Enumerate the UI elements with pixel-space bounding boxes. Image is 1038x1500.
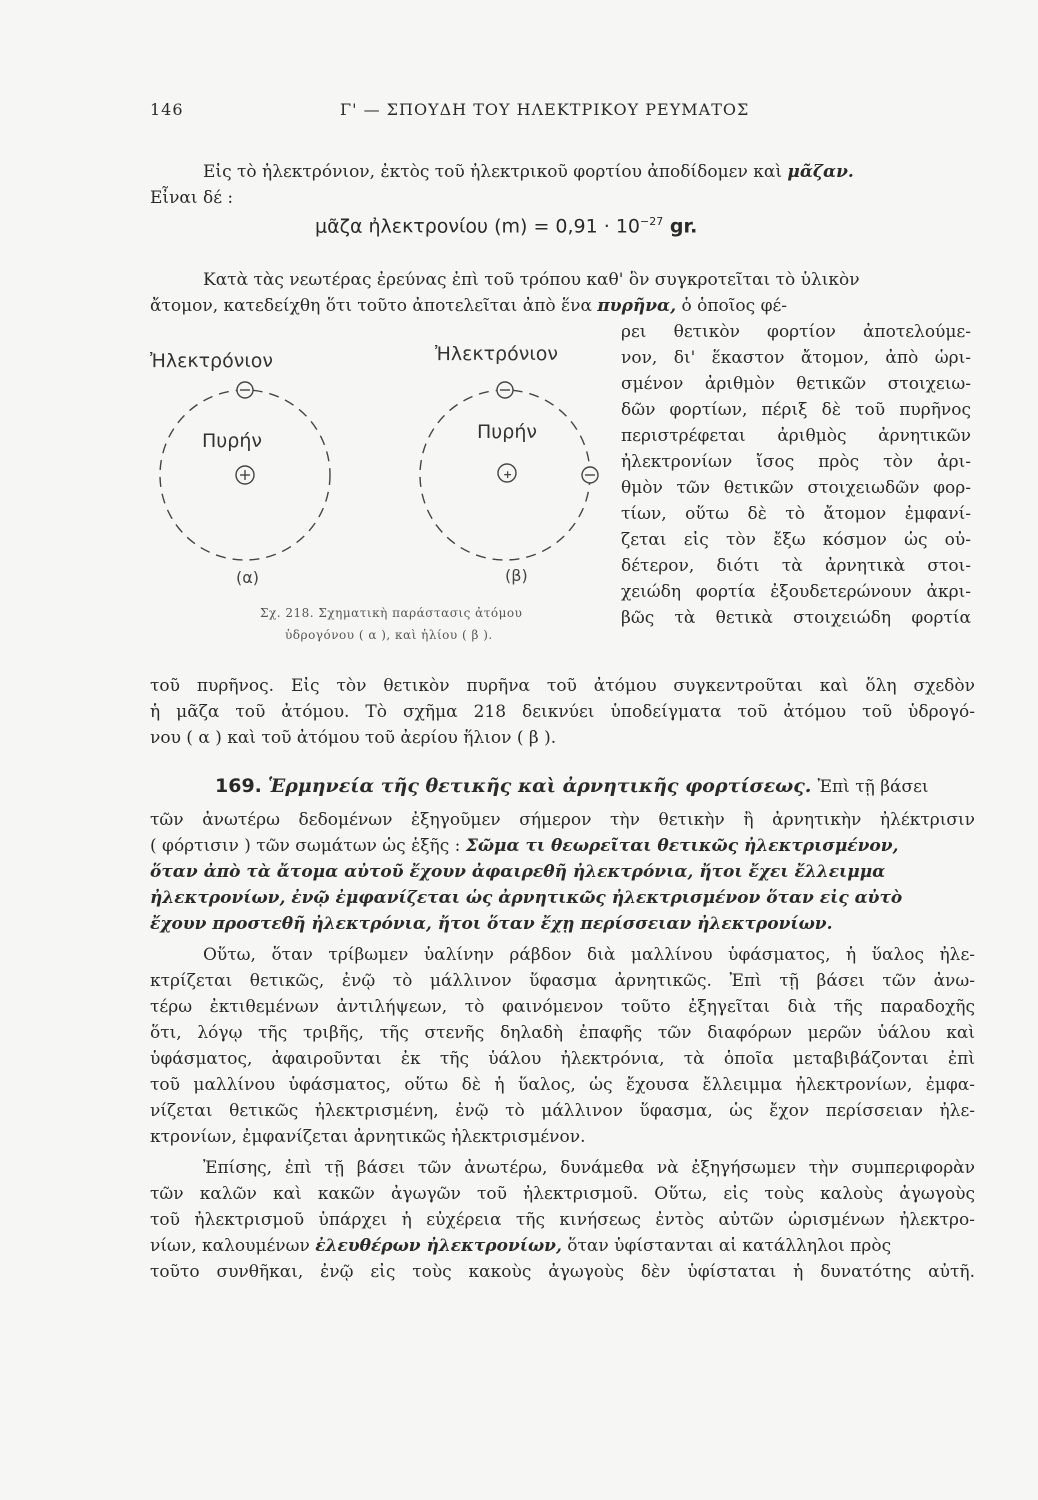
page-number: 146 bbox=[150, 100, 184, 119]
electron-a-icon bbox=[237, 382, 253, 398]
side-line: χειώδη φορτία ἐξουδετερώνουν ἀκρι- bbox=[621, 582, 971, 602]
glass-rod-line: Οὕτω, ὅταν τρίβωμεν ὑαλίνην ράβδον διὰ μαλλίνου ὑφάσματος, ἡ ὕαλος ἠλε- bbox=[203, 945, 975, 965]
side-line: δῶν φορτίων, πέριξ δὲ τοῦ πυρῆνος bbox=[621, 400, 971, 420]
side-line: ρει θετικὸν φορτίον ἀποτελούμε- bbox=[621, 322, 971, 342]
side-line: ἠλεκτρονίων ἴσος πρὸς τὸν ἀρι- bbox=[621, 452, 971, 472]
running-title: Γ' — ΣΠΟΥΔΗ ΤΟΥ ΗΛΕΚΤΡΙΚΟΥ ΡΕΥΜΑΤΟΣ bbox=[340, 100, 750, 119]
emphasis-nucleus: πυρῆνα, bbox=[597, 296, 677, 316]
side-line: σμένον ἀριθμὸν θετικῶν στοιχειω- bbox=[621, 374, 971, 394]
conductors-line: τοῦ ἠλεκτρισμοῦ ὑπάρχει ἡ εὐχέρεια τῆς κινήσεως ἐντὸς αὐτῶν ὡρισμένων ἠλεκτρο- bbox=[150, 1210, 975, 1230]
side-line: βῶς τὰ θετικὰ στοιχειώδη φορτία bbox=[621, 608, 971, 628]
glass-rod-line: τέρω ἐκτιθεμένων ἀντιλήψεων, τὸ φαινόμενον τοῦτο ἐξηγεῖται διὰ τῆς παραδοχῆς bbox=[150, 997, 975, 1017]
figure-caption-line-2: ὑδρογόνου ( α ), καὶ ἡλίου ( β ). bbox=[285, 628, 493, 642]
section-line: ( φόρτισιν ) τῶν σωμάτων ὡς ἑξῆς : Σῶμα τι θεωρεῖται θετικῶς ἠλεκτρισμένον, bbox=[150, 836, 899, 856]
label-a: (α) bbox=[236, 568, 260, 587]
para1-full-line: ἡ μᾶζα τοῦ ἀτόμου. Τὸ σχῆμα 218 δεικνύει ὑποδείγματα τοῦ ἀτόμου τοῦ ὑδρογό- bbox=[150, 702, 975, 722]
glass-rod-line: τοῦ μαλλίνου ὑφάσματος, οὕτω δὲ ἡ ὕαλος, ὡς ἔχουσα ἔλλειμμα ἠλεκτρονίων, ἐμφα- bbox=[150, 1075, 975, 1095]
nucleus-b-icon bbox=[498, 464, 516, 482]
glass-rod-line: κτρονίων, ἐμφανίζεται ἀρνητικῶς ἠλεκτρισμένον. bbox=[150, 1127, 586, 1147]
conductors-line: τῶν καλῶν καὶ κακῶν ἀγωγῶν τοῦ ἠλεκτρισμοῦ. Οὕτω, εἰς τοὺς καλοὺς ἀγωγοὺς bbox=[150, 1184, 975, 1204]
electron-mass-formula: μᾶζα ἠλεκτρονίου $(m) = 0,91 \cdot 10^{-27}$ gr. bbox=[315, 215, 698, 238]
section-heading: 169. Ἑρμηνεία τῆς θετικῆς καὶ ἀρνητικῆς φορτίσεως. Ἐπὶ τῇ βάσει bbox=[215, 775, 929, 797]
side-line: περιστρέφεται ἀριθμὸς ἀρνητικῶν bbox=[621, 426, 971, 446]
intro-line-2: Εἶναι δέ : bbox=[150, 188, 234, 208]
para1-full-line: τοῦ πυρῆνος. Εἰς τὸν θετικὸν πυρῆνα τοῦ ἀτόμου συγκεντροῦται καὶ ὅλη σχεδὸν bbox=[150, 676, 975, 696]
conductors-line: Ἐπίσης, ἐπὶ τῇ βάσει τῶν ἀνωτέρω, δυνάμεθα νὰ ἐξηγήσωμεν τὴν συμπεριφορὰν bbox=[203, 1158, 975, 1178]
label-nucleus-b: Πυρήν bbox=[477, 421, 537, 443]
emphasis-mass: μᾶζαν. bbox=[787, 162, 854, 182]
label-nucleus-a: Πυρήν bbox=[202, 430, 262, 452]
glass-rod-line: ὅτι, λόγῳ τῆς τριβῆς, τῆς στενῆς δηλαδὴ ἐπαφῆς τῶν διαφόρων μερῶν ὑάλου καὶ bbox=[150, 1023, 975, 1043]
side-line: ζεται εἰς τὸν ἔξω κόσμον ὡς οὐ- bbox=[621, 530, 971, 550]
label-electron-a: Ἠλεκτρόνιον bbox=[150, 350, 274, 372]
label-electron-b: Ἠλεκτρόνιον bbox=[435, 345, 559, 365]
section-line-definition: ἔχουν προστεθῆ ἠλεκτρόνια, ἤτοι ὅταν ἔχῃ περίσσειαν ἠλεκτρονίων. bbox=[150, 914, 833, 934]
electron-b2-icon bbox=[582, 467, 598, 483]
glass-rod-line: νίζεται θετικῶς ἠλεκτρισμένη, ἐνῷ τὸ μάλλινον ὕφασμα, ὡς ἔχον περίσσειαν ἠλε- bbox=[150, 1101, 975, 1121]
conductors-line: νίων, καλουμένων ἐλευθέρων ἠλεκτρονίων, ὅταν ὑφίστανται αἱ κατάλληλοι πρὸς bbox=[150, 1236, 892, 1256]
side-line: θμὸν τῶν θετικῶν στοιχειωδῶν φορ- bbox=[621, 478, 971, 498]
emphasis-free-electrons: ἐλευθέρων ἠλεκτρονίων, bbox=[315, 1236, 562, 1256]
section-line-definition: ἠλεκτρονίων, ἐνῷ ἐμφανίζεται ὡς ἀρνητικῶς ἠλεκτρισμένον ὅταν εἰς αὐτὸ bbox=[150, 888, 903, 908]
intro-line-1: Εἰς τὸ ἠλεκτρόνιον, ἐκτὸς τοῦ ἠλεκτρικοῦ φορτίου ἀποδίδομεν καὶ μᾶζαν. bbox=[203, 162, 854, 182]
figure-caption-line-1: Σχ. 218. Σχηματικὴ παράστασις ἀτόμου bbox=[260, 606, 523, 620]
section-line-definition: ὅταν ἀπὸ τὰ ἄτομα αὐτοῦ ἔχουν ἀφαιρεθῆ ἠλεκτρόνια, ἤτοι ἔχει ἔλλειμμα bbox=[150, 862, 886, 882]
glass-rod-line: ὑφάσματος, ἀφαιροῦνται ἐκ τῆς ὑάλου ἠλεκτρόνια, τὰ ὁποῖα μεταβιβάζονται ἐπὶ bbox=[150, 1049, 975, 1069]
conductors-line: τοῦτο συνθῆκαι, ἐνῷ εἰς τοὺς κακοὺς ἀγωγοὺς δὲν ὑφίσταται ἡ δυνατότης αὐτῆ. bbox=[150, 1262, 975, 1282]
section-line: τῶν ἀνωτέρω δεδομένων ἐξηγοῦμεν σήμερον τὴν θετικὴν ἢ ἀρνητικὴν ἠλέκτρισιν bbox=[150, 810, 975, 830]
side-line: δέτερον, διότι τὰ ἀρνητικὰ στοι- bbox=[621, 556, 971, 576]
side-line: νον, δι' ἕκαστον ἄτομον, ἀπὸ ὡρι- bbox=[621, 348, 971, 368]
label-b: (β) bbox=[505, 566, 528, 585]
section-title: Ἑρμηνεία τῆς θετικῆς καὶ ἀρνητικῆς φορτίσεως. bbox=[267, 775, 812, 797]
side-line: τίων, οὕτω δὲ τὸ ἄτομον ἐμφανί- bbox=[621, 504, 971, 524]
para1-line-1: Κατὰ τὰς νεωτέρας ἐρεύνας ἐπὶ τοῦ τρόπου καθ' ὃν συγκροτεῖται τὸ ὑλικὸν bbox=[203, 270, 860, 290]
nucleus-a-icon bbox=[236, 466, 254, 484]
section-number: 169. bbox=[215, 775, 262, 797]
svg-text:+: + bbox=[503, 468, 513, 481]
para1-line-2: ἄτομον, κατεδείχθη ὅτι τοῦτο ἀποτελεῖται ἀπὸ ἕνα πυρῆνα, ὁ ὁποῖος φέ- bbox=[150, 296, 788, 316]
para1-full-line: νου ( α ) καὶ τοῦ ἀτόμου τοῦ ἀερίου ἥλιον ( β ). bbox=[150, 728, 557, 748]
glass-rod-line: κτρίζεται θετικῶς, ἐνῷ τὸ μάλλινον ὕφασμα ἀρνητικῶς. Ἐπὶ τῇ βάσει τῶν ἀνω- bbox=[150, 971, 975, 991]
electron-b1-icon bbox=[497, 382, 513, 398]
